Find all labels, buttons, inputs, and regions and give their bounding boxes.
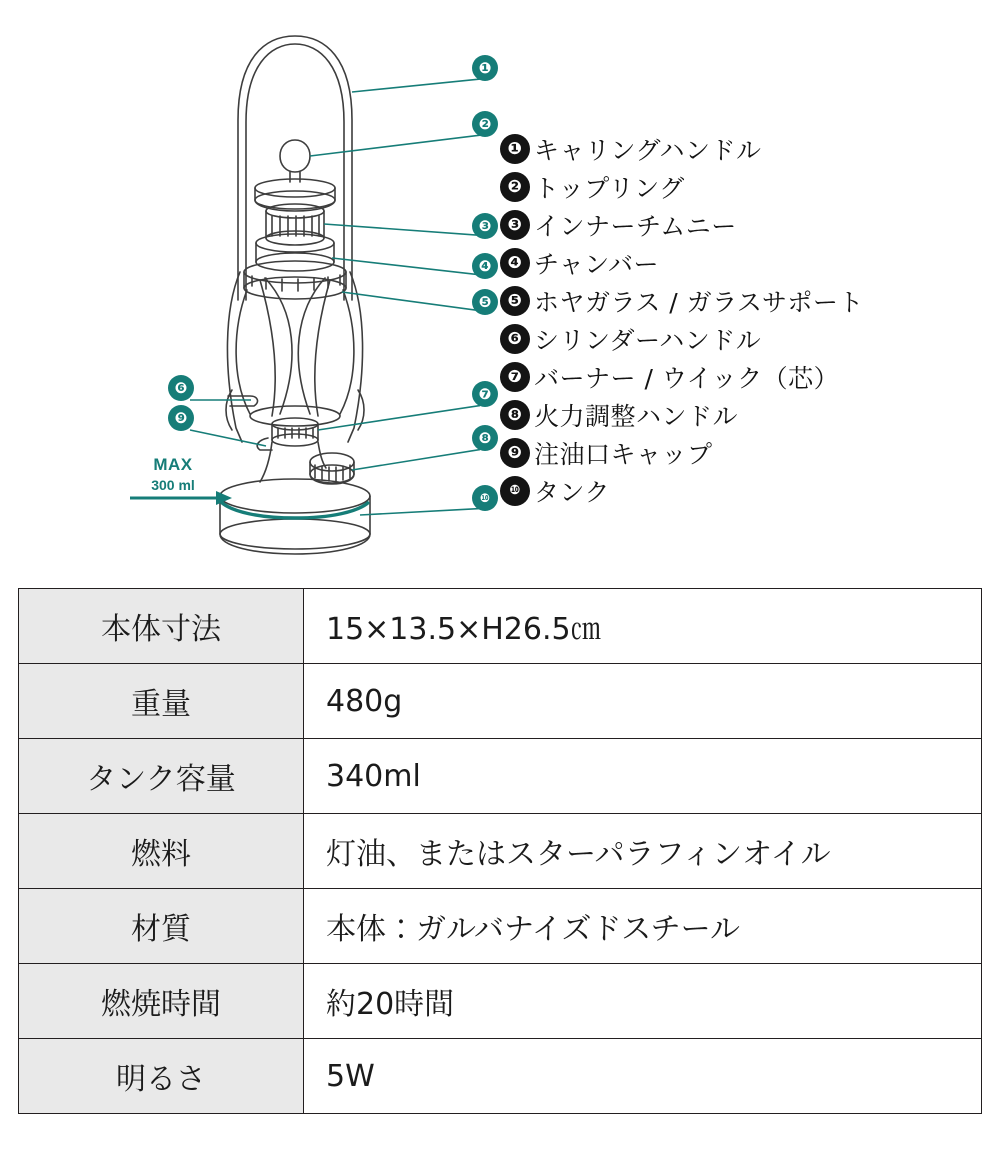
table-row: [19, 1039, 982, 1114]
legend-number: ❿: [500, 476, 530, 506]
list-item: [500, 130, 970, 168]
table-row: [19, 889, 982, 964]
spec-label: 材質: [19, 889, 304, 964]
list-item: [500, 396, 970, 434]
spec-label: 明るさ: [19, 1039, 304, 1114]
callout-badge-9: ❾: [168, 405, 194, 431]
spec-value: 340ml: [304, 739, 982, 814]
parts-legend-list: [500, 130, 970, 510]
spec-value: 約20時間: [304, 964, 982, 1039]
table-row: [19, 739, 982, 814]
spec-value: 15×13.5×H26.5㎝: [304, 589, 982, 664]
list-item: [500, 434, 970, 472]
legend-number: ❹: [500, 248, 530, 278]
spec-label: 燃焼時間: [19, 964, 304, 1039]
list-item: [500, 358, 970, 396]
legend-number: ❷: [500, 172, 530, 202]
table-row: [19, 814, 982, 889]
callout-badge-6: ❻: [168, 375, 194, 401]
table-row: [19, 589, 982, 664]
legend-label: トップリング: [534, 174, 685, 203]
max-fill-title: MAX: [153, 455, 193, 474]
legend-label: チャンバー: [534, 250, 660, 279]
legend-label: キャリングハンドル: [534, 136, 762, 165]
list-item: [500, 472, 970, 510]
legend-number: ❸: [500, 210, 530, 240]
spec-label: 燃料: [19, 814, 304, 889]
callout-badge-5: ❺: [472, 289, 498, 315]
spec-value: 480g: [304, 664, 982, 739]
spec-value: 灯油、またはスターパラフィンオイル: [304, 814, 982, 889]
callout-badge-8: ❽: [472, 425, 498, 451]
legend-number: ❶: [500, 134, 530, 164]
legend-label: インナーチムニー: [534, 212, 737, 241]
max-fill-amount: 300 ml: [151, 477, 195, 493]
callout-badge-3: ❸: [472, 213, 498, 239]
callout-badge-4: ❹: [472, 253, 498, 279]
legend-label: 火力調整ハンドル: [534, 402, 739, 431]
max-fill-label: [118, 455, 228, 493]
legend-label: バーナー / ウイック（芯）: [534, 364, 840, 393]
legend-number: ❻: [500, 324, 530, 354]
legend-number: ❾: [500, 438, 530, 468]
specification-table: [18, 588, 982, 1114]
callout-badge-1: ❶: [472, 55, 498, 81]
spec-label: 重量: [19, 664, 304, 739]
list-item: [500, 168, 970, 206]
list-item: [500, 244, 970, 282]
spec-value: 本体：ガルバナイズドスチール: [304, 889, 982, 964]
callout-badge-10: ❿: [472, 485, 498, 511]
table-row: [19, 664, 982, 739]
legend-number: ❽: [500, 400, 530, 430]
legend-label: シリンダーハンドル: [534, 326, 762, 355]
legend-label: 注油口キャップ: [534, 440, 713, 469]
spec-label: 本体寸法: [19, 589, 304, 664]
legend-number: ❺: [500, 286, 530, 316]
legend-label: ホヤガラス / ガラスサポート: [534, 288, 864, 317]
spec-label: タンク容量: [19, 739, 304, 814]
callout-badge-7: ❼: [472, 381, 498, 407]
list-item: [500, 320, 970, 358]
callout-badge-2: ❷: [472, 111, 498, 137]
legend-label: タンク: [534, 478, 611, 507]
table-row: [19, 964, 982, 1039]
list-item: [500, 206, 970, 244]
legend-number: ❼: [500, 362, 530, 392]
list-item: [500, 282, 970, 320]
spec-value: 5W: [304, 1039, 982, 1114]
